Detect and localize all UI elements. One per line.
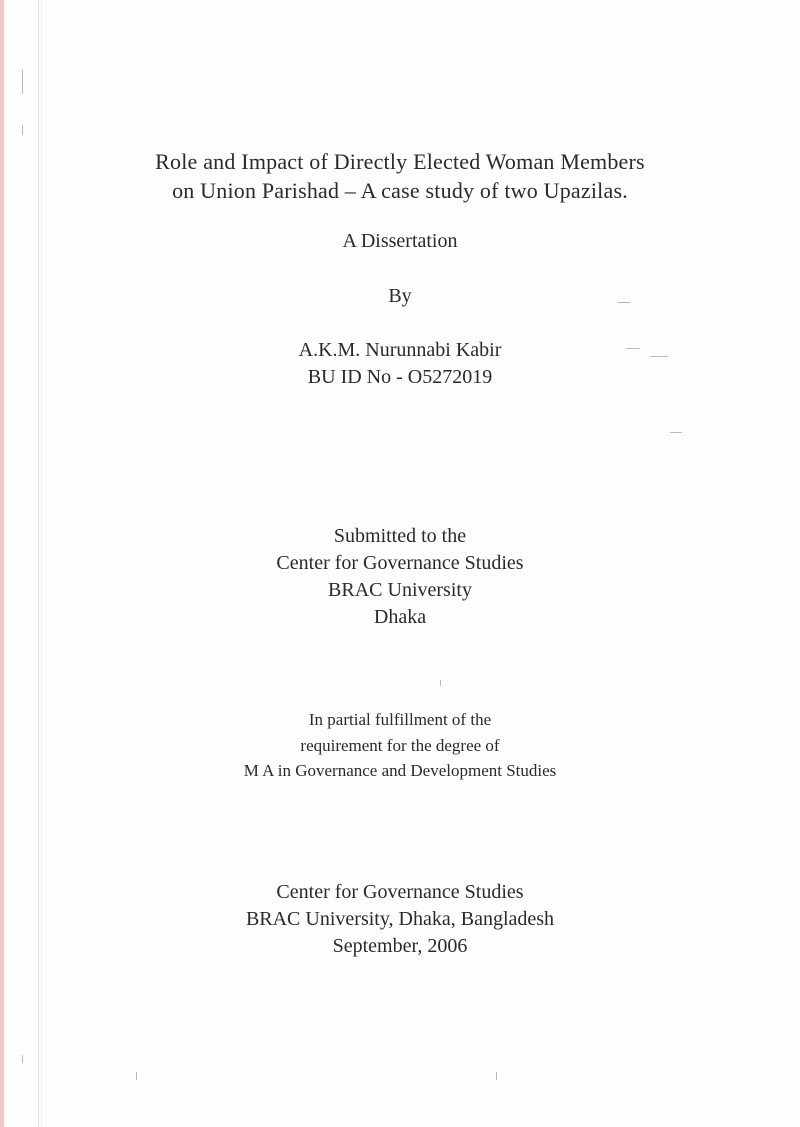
scan-speck [22, 1055, 23, 1063]
dissertation-title-line-1: Role and Impact of Directly Elected Woman Members [155, 149, 645, 174]
submission-university: BRAC University [328, 579, 472, 601]
degree-name: M A in Governance and Development Studies [243, 761, 557, 780]
submitted-to: Submitted to the [333, 525, 467, 547]
student-id: BU ID No - O5272019 [307, 366, 493, 388]
submission-date: September, 2006 [332, 935, 468, 957]
submission-center: Center for Governance Studies [276, 552, 524, 574]
author-name: A.K.M. Nurunnabi Kabir [298, 339, 502, 361]
by-label: By [388, 285, 412, 307]
footer-university: BRAC University, Dhaka, Bangladesh [245, 908, 555, 930]
dissertation-title-line-2: on Union Parishad – A case study of two Upazilas. [172, 178, 628, 203]
scan-speck [22, 70, 23, 94]
fulfillment-line-2: requirement for the degree of [300, 736, 500, 755]
scan-speck [670, 432, 682, 433]
document-type: A Dissertation [342, 230, 458, 252]
footer-center: Center for Governance Studies [276, 881, 524, 903]
scan-speck [136, 1072, 137, 1080]
scan-speck [440, 680, 441, 686]
scan-speck [22, 125, 23, 135]
fulfillment-line-1: In partial fulfillment of the [308, 710, 492, 729]
submission-city: Dhaka [373, 606, 427, 628]
scan-speck [496, 1072, 497, 1080]
